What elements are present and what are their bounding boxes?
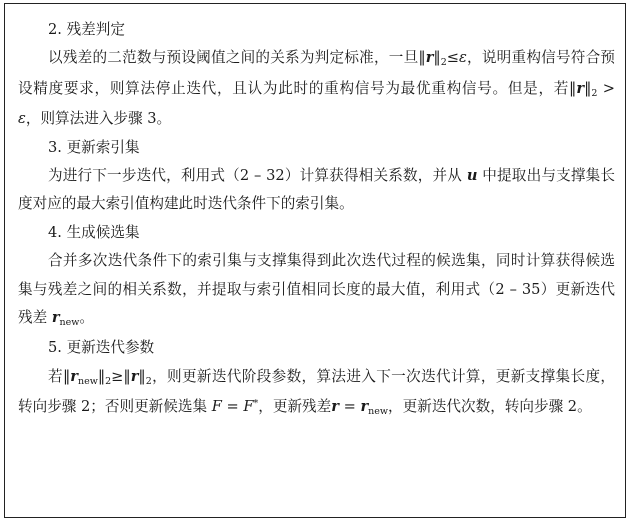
section-heading-update-params: 5. 更新迭代参数 [48, 339, 155, 357]
section-heading-update-index: 3. 更新索引集 [48, 138, 140, 156]
paragraph-candidate-set: 合并多次迭代条件下的索引集与支撑集得到此次迭代过程的候选集，同时计算获得候选集与残差之间的相关系数，并提取与索引值相同长度的最大值，利用式（2 – 35）更新迭代残差 $r_{new}$。 [18, 252, 615, 329]
paragraph-update-params: 若$‖r_{new}‖_2\ge‖r‖_2$，则更新迭代阶段参数，算法进入下一次迭代计算，更新支撑集长度，转向步骤 2；否则更新候选集 F = F*，更新残差$r = r_{new}$，更新迭代次数，转向步骤 2。 [18, 367, 615, 418]
paragraph-residual-check: 以残差的二范数与预设阈值之间的关系为判定标准，一旦$‖r‖_2\le\varepsilon$，说明重构信号符合预设精度要求，则算法停止迭代，且认为此时的重构信号为最优重构信号。但是，若$‖r‖_2 > \varepsilon$，则算法进入步骤 3。 [18, 49, 615, 128]
paragraph-update-index: 为进行下一步迭代，利用式（2 – 32）计算获得相关系数，并从 u 中提取出与支撑集长度对应的最大索引值构建此时迭代条件下的索引集。 [18, 167, 615, 213]
document-body [18, 16, 615, 424]
text-frame [4, 3, 626, 518]
section-heading-residual-check: 2. 残差判定 [48, 21, 125, 38]
section-heading-candidate-set: 4. 生成候选集 [48, 223, 140, 241]
